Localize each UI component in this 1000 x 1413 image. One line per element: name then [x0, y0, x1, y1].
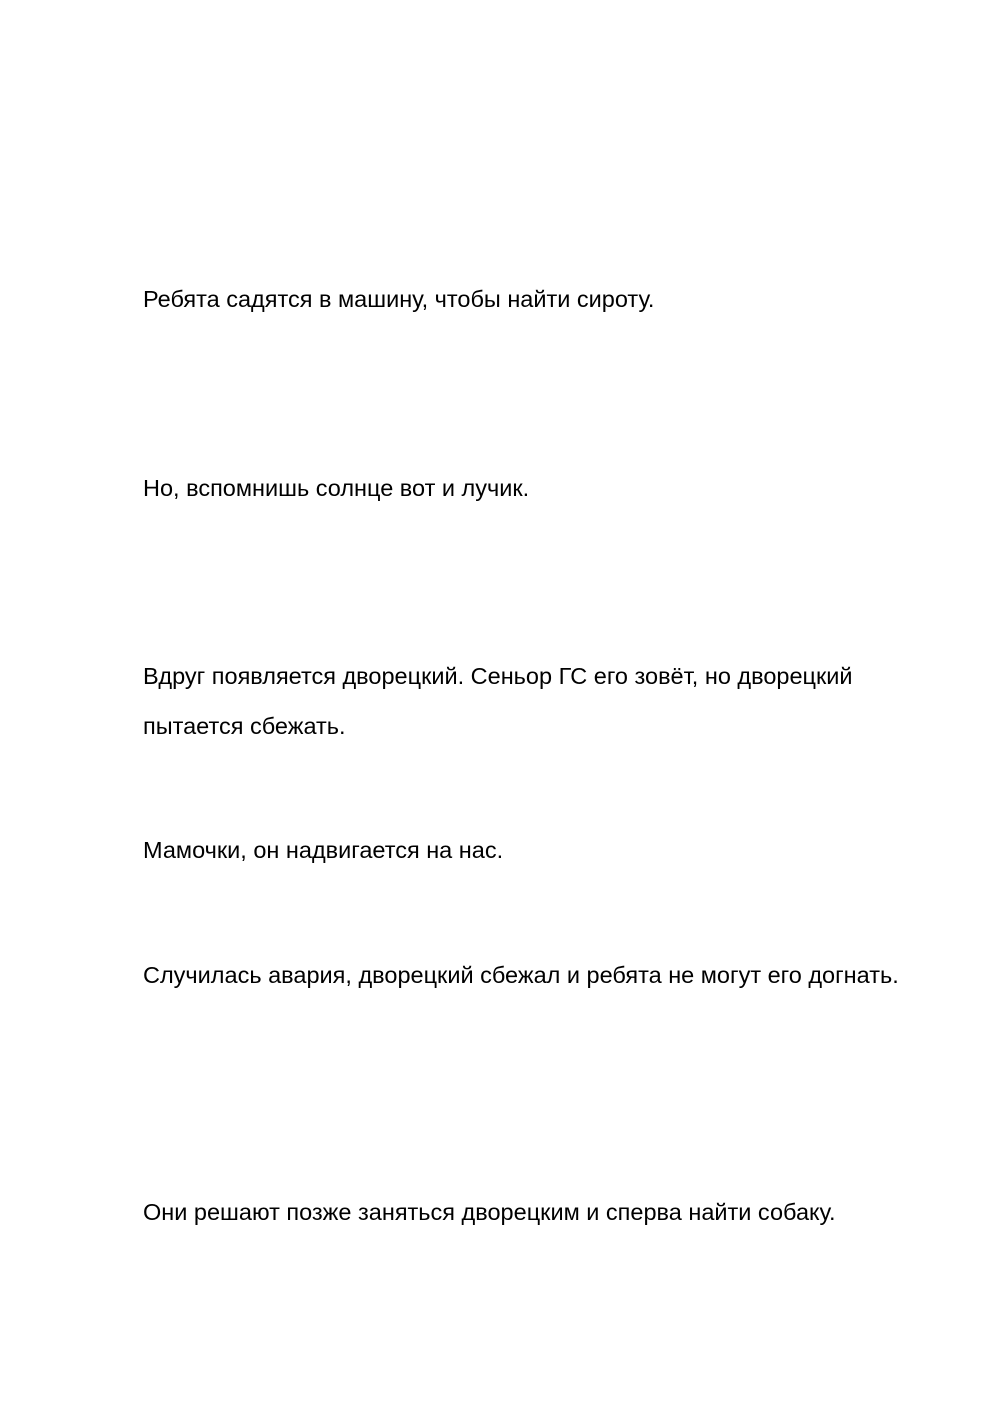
paragraph-2: Но, вспомнишь солнце вот и лучик. — [143, 475, 530, 501]
paragraph-1: Ребята садятся в машину, чтобы найти сироту. — [143, 286, 655, 312]
paragraph-4: Мамочки, он надвигается на нас. — [143, 837, 504, 863]
paragraph-5: Случилась авария, дворецкий сбежал и ребята не могут его догнать. — [143, 962, 899, 988]
paragraph-6: Они решают позже заняться дворецким и сперва найти собаку. — [143, 1199, 836, 1225]
paragraph-3: Вдруг появляется дворецкий. Сеньор ГС его зовёт, но дворецкий пытается сбежать. — [143, 663, 853, 739]
